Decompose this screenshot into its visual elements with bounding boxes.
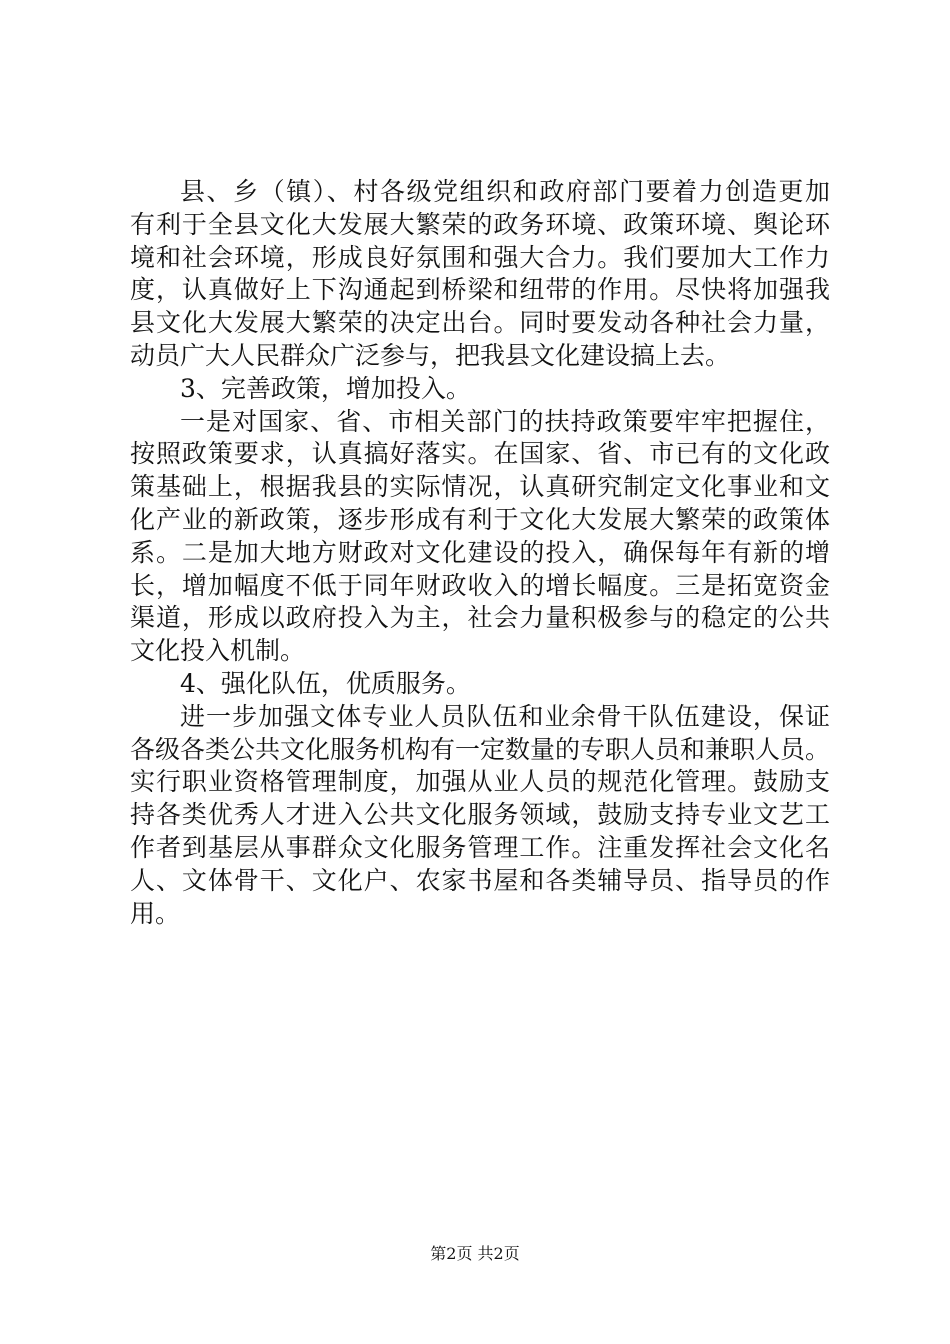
text-line: 系。二是加大地方财政对文化建设的投入，确保每年有新的增 bbox=[130, 537, 830, 567]
text-line: 县文化大发展大繁荣的决定出台。同时要发动各种社会力量， bbox=[130, 308, 830, 338]
document-body bbox=[130, 176, 830, 930]
text-line: 境和社会环境，形成良好氛围和强大合力。我们要加大工作力 bbox=[130, 242, 830, 272]
text-line: 县、乡（镇）、村各级党组织和政府部门要着力创造更加 bbox=[180, 177, 830, 206]
text-line: 文化投入机制。 bbox=[130, 636, 306, 666]
text-line: 一是对国家、省、市相关部门的扶持政策要牢牢把握住， bbox=[180, 406, 830, 436]
text-line: 持各类优秀人才进入公共文化服务领域，鼓励支持专业文艺工 bbox=[130, 800, 830, 830]
section-heading: 3、完善政策，增加投入。 bbox=[180, 373, 471, 403]
text-line: 长，增加幅度不低于同年财政收入的增长幅度。三是拓宽资金 bbox=[130, 570, 830, 600]
text-line: 按照政策要求，认真搞好落实。在国家、省、市已有的文化政 bbox=[130, 439, 830, 469]
text-line: 用。 bbox=[130, 898, 181, 928]
text-line: 作者到基层从事群众文化服务管理工作。注重发挥社会文化名 bbox=[130, 832, 830, 862]
section-heading: 4、强化队伍，优质服务。 bbox=[180, 668, 471, 698]
text-line: 各级各类公共文化服务机构有一定数量的专职人员和兼职人员。 bbox=[130, 734, 830, 764]
text-line: 策基础上，根据我县的实际情况，认真研究制定文化事业和文 bbox=[130, 472, 830, 502]
text-line: 渠道，形成以政府投入为主，社会力量积极参与的稳定的公共 bbox=[130, 603, 830, 633]
text-line: 实行职业资格管理制度，加强从业人员的规范化管理。鼓励支 bbox=[130, 767, 830, 797]
text-line: 化产业的新政策，逐步形成有利于文化大发展大繁荣的政策体 bbox=[130, 504, 830, 534]
text-line: 度，认真做好上下沟通起到桥梁和纽带的作用。尽快将加强我 bbox=[130, 275, 830, 305]
text-line: 进一步加强文体专业人员队伍和业余骨干队伍建设，保证 bbox=[180, 701, 830, 731]
text-line: 动员广大人民群众广泛参与，把我县文化建设搞上去。 bbox=[130, 340, 731, 370]
text-line: 人、文体骨干、文化户、农家书屋和各类辅导员、指导员的作 bbox=[130, 865, 830, 895]
page-number-footer: 第2页 共2页 bbox=[430, 1244, 520, 1263]
text-line: 有利于全县文化大发展大繁荣的政务环境、政策环境、舆论环 bbox=[130, 209, 830, 239]
